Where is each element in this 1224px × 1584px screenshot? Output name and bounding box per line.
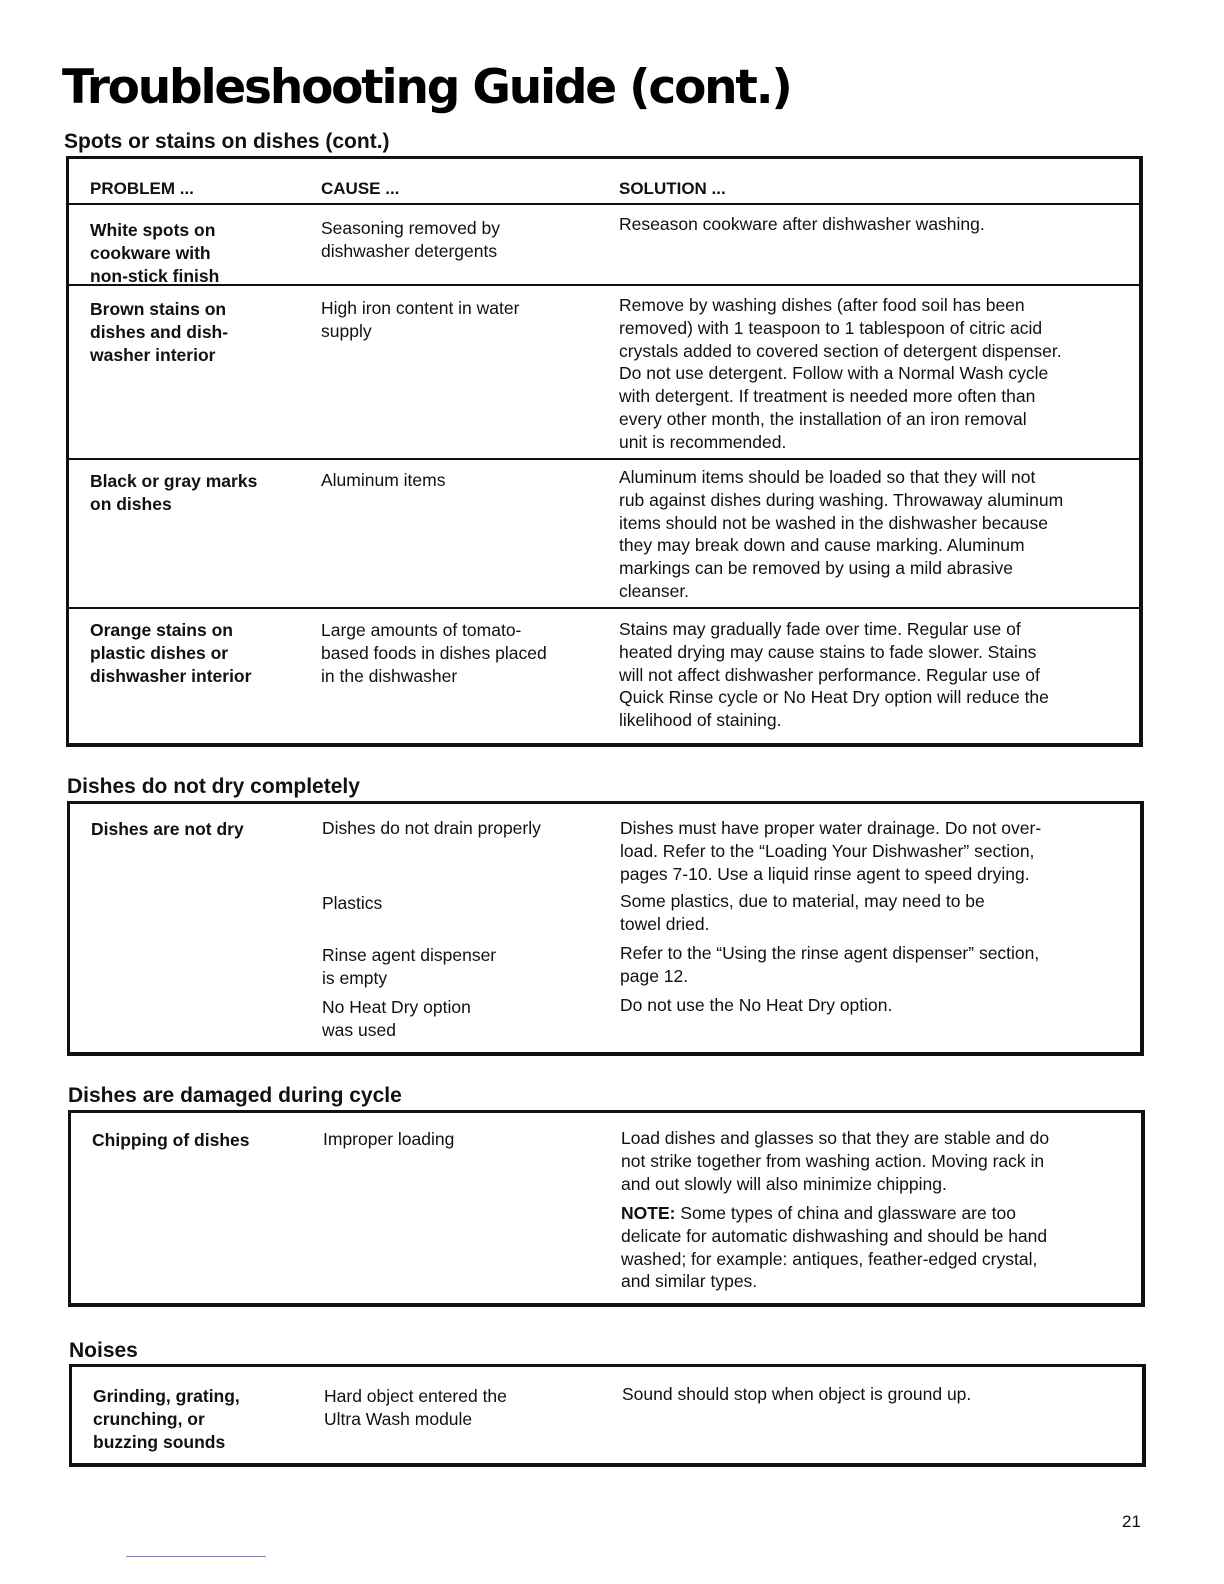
cause-line: Rinse agent dispenser bbox=[322, 945, 497, 965]
solution-cell bbox=[620, 817, 1041, 885]
spots-table bbox=[66, 156, 1143, 747]
solution-line: every other month, the installation of an iron removal bbox=[619, 408, 1027, 429]
page-title: Troubleshooting Guide (cont.) bbox=[62, 60, 791, 115]
solution-line: Stains may gradually fade over time. Regular use of bbox=[619, 619, 1021, 639]
solution-line: page 12. bbox=[620, 965, 689, 986]
cause-line: Large amounts of tomato- bbox=[321, 620, 522, 640]
problem-cell bbox=[90, 470, 257, 516]
cause-line: was used bbox=[322, 1019, 396, 1040]
solution-line: with detergent. If treatment is needed more often than bbox=[619, 386, 1036, 407]
solution-line: Some plastics, due to material, may need to be bbox=[620, 891, 985, 911]
cause-line: Hard object entered the bbox=[324, 1386, 507, 1406]
cause-line: based foods in dishes placed bbox=[321, 642, 547, 663]
solution-line: rub against dishes during washing. Throwaway aluminum bbox=[619, 489, 1064, 510]
problem-cell bbox=[92, 1129, 250, 1152]
solution-line: markings can be removed by using a mild abrasive bbox=[619, 558, 1013, 579]
problem-line: Dishes are not dry bbox=[91, 819, 244, 839]
cause-line: High iron content in water bbox=[321, 298, 520, 318]
cause-cell bbox=[321, 217, 500, 263]
noises-table bbox=[69, 1364, 1146, 1467]
section-title-noises: Noises bbox=[69, 1339, 138, 1362]
problem-line: Brown stains on bbox=[90, 299, 227, 319]
problem-line: on dishes bbox=[90, 493, 172, 514]
solution-line: will not affect dishwasher performance. Regular use of bbox=[619, 664, 1040, 685]
section-title-damaged: Dishes are damaged during cycle bbox=[68, 1084, 402, 1107]
problem-line: Grinding, grating, bbox=[93, 1386, 240, 1406]
solution-line: Aluminum items should be loaded so that they will not bbox=[619, 467, 1036, 487]
header-cause: CAUSE ... bbox=[321, 179, 400, 198]
solution-cell bbox=[620, 994, 892, 1017]
solution-line: likelihood of staining. bbox=[619, 710, 782, 731]
table-row bbox=[69, 203, 1139, 286]
cause-line: supply bbox=[321, 320, 372, 341]
bottom-rule bbox=[126, 1556, 266, 1557]
solution-cell bbox=[619, 213, 985, 236]
problem-cell bbox=[90, 219, 219, 287]
solution-cell bbox=[619, 294, 1062, 454]
cause-line: in the dishwasher bbox=[321, 665, 458, 686]
note-label: NOTE: bbox=[621, 1203, 676, 1223]
note-text: Some types of china and glassware are too bbox=[675, 1203, 1016, 1223]
problem-line: dishwasher interior bbox=[90, 665, 252, 686]
table-row bbox=[69, 458, 1139, 601]
problem-line: Black or gray marks bbox=[90, 471, 258, 491]
problem-cell bbox=[90, 298, 228, 366]
cause-cell bbox=[321, 619, 547, 687]
solution-line: removed) with 1 teaspoon to 1 tablespoon of citric acid bbox=[619, 317, 1043, 338]
solution-line: Reseason cookware after dishwasher washing. bbox=[619, 214, 985, 234]
solution-cell bbox=[619, 466, 1063, 603]
solution-line: load. Refer to the “Loading Your Dishwasher” section, bbox=[620, 840, 1035, 861]
cause-cell bbox=[323, 1128, 454, 1151]
solution-line: and out slowly will also minimize chipping. bbox=[621, 1173, 947, 1194]
problem-line: Orange stains on bbox=[90, 620, 233, 640]
solution-line: pages 7-10. Use a liquid rinse agent to speed drying. bbox=[620, 863, 1030, 884]
cause-cell bbox=[322, 817, 541, 840]
problem-cell bbox=[93, 1385, 240, 1453]
solution-line: heated drying may cause stains to fade slower. Stains bbox=[619, 641, 1037, 662]
cause-line: Improper loading bbox=[323, 1129, 455, 1149]
problem-cell bbox=[91, 818, 244, 841]
solution-line: Quick Rinse cycle or No Heat Dry option will reduce the bbox=[619, 687, 1049, 708]
damaged-table bbox=[68, 1110, 1145, 1307]
solution-line: they may break down and cause marking. Aluminum bbox=[619, 535, 1025, 556]
problem-line: washer interior bbox=[90, 344, 216, 365]
table-row bbox=[69, 607, 1139, 731]
cause-line: Ultra Wash module bbox=[324, 1408, 473, 1429]
solution-line: not strike together from washing action. Moving rack in bbox=[621, 1150, 1045, 1171]
problem-line: Chipping of dishes bbox=[92, 1130, 250, 1150]
solution-line: Dishes must have proper water drainage. Do not over- bbox=[620, 818, 1042, 838]
solution-line: Do not use detergent. Follow with a Normal Wash cycle bbox=[619, 363, 1049, 384]
problem-line: plastic dishes or bbox=[90, 642, 229, 663]
note-line bbox=[621, 1202, 1047, 1225]
solution-cell bbox=[620, 890, 985, 936]
cause-cell bbox=[321, 297, 519, 343]
cause-cell bbox=[321, 469, 445, 492]
solution-line: Do not use the No Heat Dry option. bbox=[620, 995, 893, 1015]
page-number: 21 bbox=[1122, 1512, 1141, 1531]
solution-line: Remove by washing dishes (after food soil has been bbox=[619, 295, 1025, 315]
solution-cell bbox=[622, 1383, 971, 1406]
solution-cell bbox=[621, 1127, 1049, 1195]
note-cell bbox=[621, 1202, 1047, 1293]
solution-cell bbox=[620, 942, 1039, 988]
cause-line: dishwasher detergents bbox=[321, 240, 498, 261]
cause-line: Aluminum items bbox=[321, 470, 446, 490]
solution-line: items should not be washed in the dishwasher because bbox=[619, 512, 1049, 533]
header-problem: PROBLEM ... bbox=[90, 179, 194, 198]
cause-line: No Heat Dry option bbox=[322, 997, 471, 1017]
solution-line: crystals added to covered section of detergent dispenser. bbox=[619, 340, 1062, 361]
solution-line: cleanser. bbox=[619, 580, 690, 601]
note-line: delicate for automatic dishwashing and should be hand bbox=[621, 1225, 1048, 1246]
problem-line: cookware with bbox=[90, 242, 211, 263]
note-line: washed; for example: antiques, feather-edged crystal, bbox=[621, 1248, 1038, 1269]
solution-line: Refer to the “Using the rinse agent dispenser” section, bbox=[620, 943, 1040, 963]
section-title-spots: Spots or stains on dishes (cont.) bbox=[64, 130, 390, 153]
problem-line: buzzing sounds bbox=[93, 1431, 226, 1452]
problem-line: dishes and dish- bbox=[90, 321, 229, 342]
cause-line: Dishes do not drain properly bbox=[322, 818, 541, 838]
problem-line: crunching, or bbox=[93, 1408, 205, 1429]
dry-table bbox=[67, 801, 1144, 1056]
header-solution: SOLUTION ... bbox=[619, 179, 726, 198]
solution-line: towel dried. bbox=[620, 913, 710, 934]
problem-cell bbox=[90, 619, 251, 687]
cause-line: Plastics bbox=[322, 893, 383, 913]
cause-cell bbox=[322, 944, 496, 990]
cause-line: is empty bbox=[322, 967, 388, 988]
section-title-dry: Dishes do not dry completely bbox=[67, 775, 360, 798]
cause-cell bbox=[322, 996, 471, 1042]
solution-line: unit is recommended. bbox=[619, 431, 787, 452]
table-row bbox=[69, 284, 1139, 452]
cause-cell bbox=[324, 1385, 507, 1431]
cause-cell bbox=[322, 892, 382, 915]
problem-line: White spots on bbox=[90, 220, 216, 240]
cause-line: Seasoning removed by bbox=[321, 218, 500, 238]
note-line: and similar types. bbox=[621, 1271, 758, 1292]
solution-line: Sound should stop when object is ground up. bbox=[622, 1384, 972, 1404]
problem-line: non-stick finish bbox=[90, 265, 220, 286]
solution-cell bbox=[619, 618, 1049, 732]
solution-line: Load dishes and glasses so that they are stable and do bbox=[621, 1128, 1050, 1148]
